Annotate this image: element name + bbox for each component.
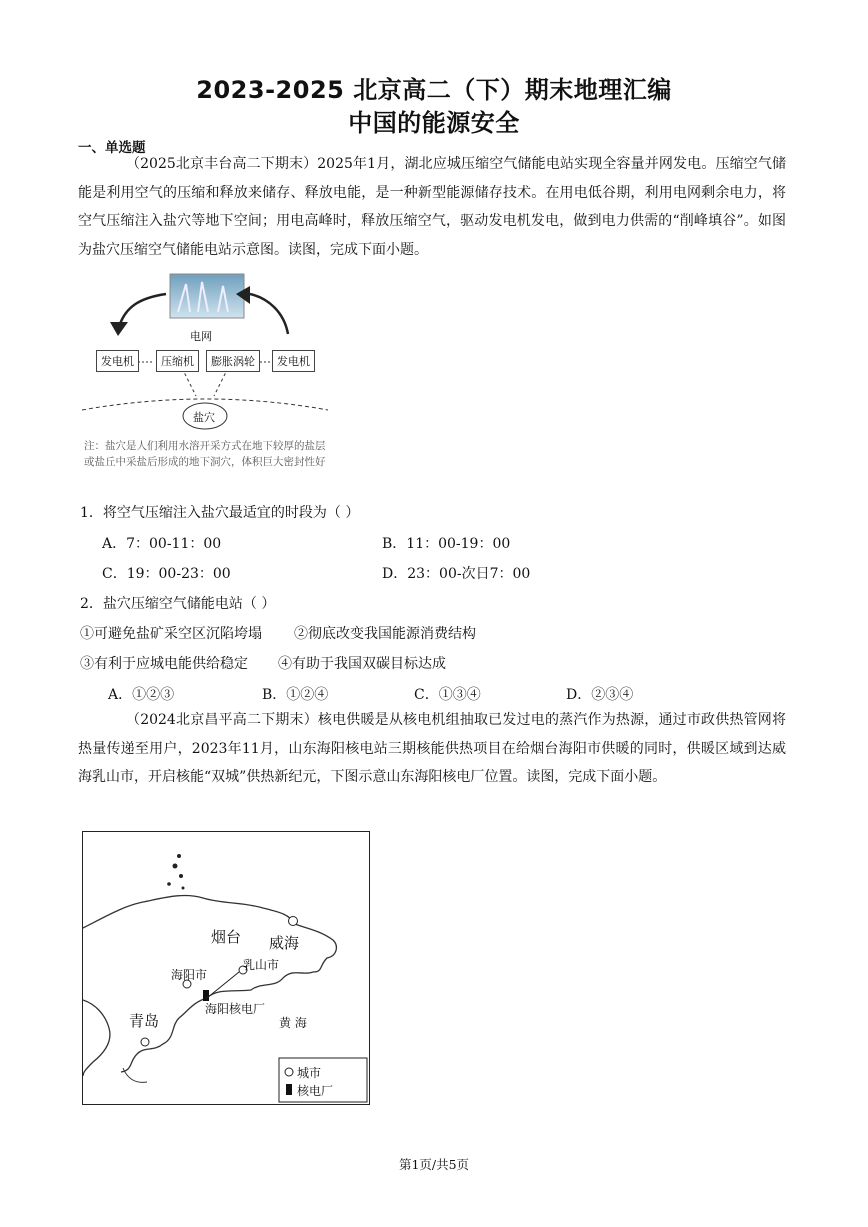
map-label-rushan: 乳山市	[243, 958, 280, 972]
question-2-option-b: B．①②④	[262, 687, 329, 703]
grid-label: 电网	[190, 330, 212, 343]
question-2-option-d: D．②③④	[566, 687, 634, 703]
map-label-yellow-sea: 黄 海	[279, 1016, 307, 1030]
question-1-stem: 1．将空气压缩注入盐穴最适宜的时段为（ ）	[80, 505, 360, 521]
question-2-statement-1: ①可避免盐矿采空区沉陷垮塌	[80, 626, 262, 642]
map-label-haiyang: 海阳市	[171, 968, 208, 982]
legend-city-label: 城市	[297, 1066, 322, 1080]
page-title: 2023-2025 北京高二（下）期末地理汇编	[196, 76, 672, 104]
question-1-option-b: B．11：00-19：00	[382, 536, 511, 552]
question-2-statement-4: ④有助于我国双碳目标达成	[278, 656, 446, 672]
legend-plant-label: 核电厂	[297, 1084, 334, 1098]
turbine-box: 膨胀涡轮	[206, 350, 260, 372]
haiyang-nuclear-map	[82, 831, 370, 1105]
salt-cave-label: 盐穴	[193, 411, 215, 424]
figure-note: 注：盐穴是人们利用水溶开采方式在地下较厚的盐层或盐丘中采盐后形成的地下洞穴，体积巨大密封性好	[84, 440, 326, 468]
page-number: 第1页/共5页	[398, 1157, 470, 1172]
salt-cave-storage-figure	[78, 272, 334, 494]
passage-2: （2024北京昌平高二下期末）核电供暖是从核电机组抽取已发过电的蒸汽作为热源，通过市政供热管网将热量传递至用户，2023年11月，山东海阳核电站三期核能供热项目在给烟台海阳市供暖的同时，供暖区域到达威海乳山市，开启核能“双城”供热新纪元，下图示意山东海阳核电厂位置。读图，完成下面小题。	[78, 712, 786, 785]
map-label-yantai: 烟台	[211, 928, 242, 946]
generator-box-left: 发电机	[96, 350, 139, 372]
question-2-option-a: A．①②③	[108, 687, 175, 703]
question-2-option-c: C．①③④	[414, 687, 481, 703]
section-heading: 一、单选题	[78, 140, 146, 156]
generator-box-right: 发电机	[272, 350, 315, 372]
question-1-option-d: D．23：00-次日7：00	[382, 566, 531, 582]
question-2-statement-3: ③有利于应城电能供给稳定	[80, 656, 248, 672]
page-subtitle: 中国的能源安全	[348, 109, 520, 137]
compressor-box: 压缩机	[156, 350, 199, 372]
map-label-qingdao: 青岛	[129, 1012, 160, 1030]
question-1-option-a: A．7：00-11：00	[102, 536, 222, 552]
question-1-option-c: C．19：00-23：00	[102, 566, 231, 582]
map-label-weihai: 威海	[269, 934, 300, 952]
map-label-nuclear-plant: 海阳核电厂	[205, 1002, 266, 1016]
question-2-statement-2: ②彻底改变我国能源消费结构	[294, 626, 476, 642]
passage-1: （2025北京丰台高二下期末）2025年1月，湖北应城压缩空气储能电站实现全容量并网发电。压缩空气储能是利用空气的压缩和释放来储存、释放电能，是一种新型能源储存技术。在用电低谷期，利用电网剩余电力，将空气压缩注入盐穴等地下空间；用电高峰时，释放压缩空气，驱动发电机发电，做到电力供需的“削峰填谷”。如图为盐穴压缩空气储能电站示意图。读图，完成下面小题。	[78, 156, 786, 258]
question-2-stem: 2．盐穴压缩空气储能电站（ ）	[80, 596, 276, 612]
